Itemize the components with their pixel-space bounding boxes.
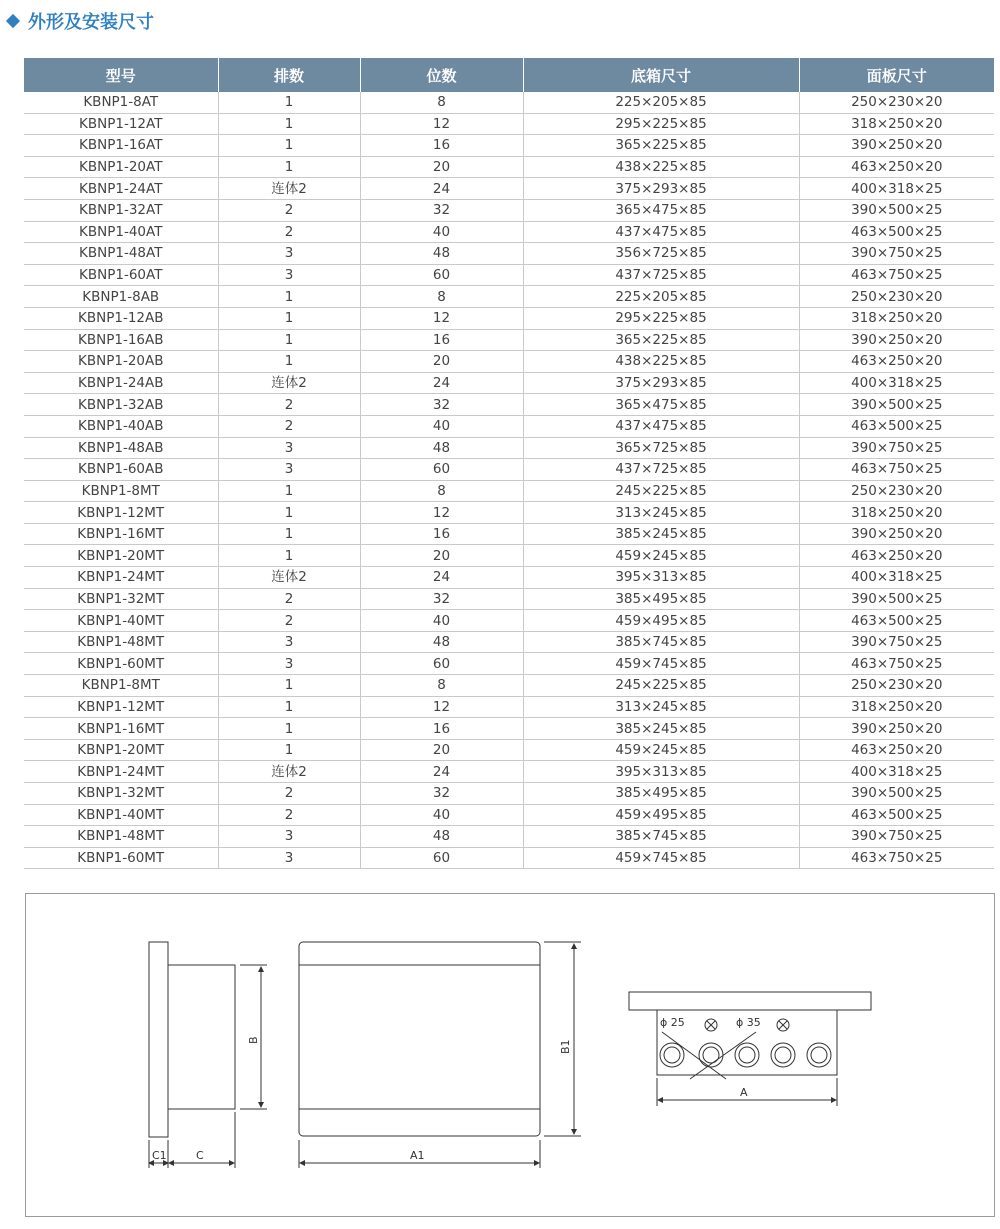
- front-panel-outline: [299, 942, 540, 1136]
- label-a1: A1: [410, 1149, 425, 1162]
- diamond-icon: [6, 14, 20, 28]
- cell-box-size: 385×245×85: [523, 523, 799, 545]
- table-row: [24, 372, 994, 394]
- cell-box-size: 438×225×85: [523, 156, 799, 178]
- label-c: C: [196, 1149, 204, 1162]
- cell-rows: 1: [218, 92, 360, 113]
- cell-box-size: 459×245×85: [523, 545, 799, 567]
- cell-panel-size: 390×750×25: [799, 437, 994, 459]
- table-row: [24, 631, 994, 653]
- table-row: [24, 394, 994, 416]
- cell-model: KBNP1-48AB: [24, 437, 218, 459]
- cell-positions: 16: [360, 718, 523, 740]
- cell-positions: 48: [360, 631, 523, 653]
- cell-box-size: 437×475×85: [523, 221, 799, 243]
- table-row: [24, 523, 994, 545]
- cell-rows: 1: [218, 502, 360, 524]
- cell-panel-size: 390×500×25: [799, 783, 994, 805]
- cell-box-size: 395×313×85: [523, 761, 799, 783]
- cell-rows: 1: [218, 545, 360, 567]
- cell-panel-size: 463×500×25: [799, 415, 994, 437]
- label-c1: C1: [152, 1149, 167, 1162]
- table-row: [24, 653, 994, 675]
- cell-panel-size: 390×750×25: [799, 631, 994, 653]
- cell-positions: 20: [360, 545, 523, 567]
- cell-box-size: 365×225×85: [523, 135, 799, 157]
- cell-positions: 16: [360, 329, 523, 351]
- cell-panel-size: 250×230×20: [799, 286, 994, 308]
- cell-model: KBNP1-12AT: [24, 113, 218, 135]
- cell-model: KBNP1-8MT: [24, 480, 218, 502]
- cell-panel-size: 390×750×25: [799, 243, 994, 265]
- cell-rows: 3: [218, 264, 360, 286]
- cell-positions: 48: [360, 826, 523, 848]
- cell-positions: 24: [360, 761, 523, 783]
- cell-panel-size: 250×230×20: [799, 92, 994, 113]
- cell-positions: 12: [360, 696, 523, 718]
- cell-model: KBNP1-32AB: [24, 394, 218, 416]
- cell-rows: 1: [218, 307, 360, 329]
- cell-rows: 1: [218, 135, 360, 157]
- table-row: [24, 243, 994, 265]
- cell-panel-size: 463×750×25: [799, 653, 994, 675]
- cell-rows: 1: [218, 675, 360, 697]
- side-view-drawing: [149, 942, 267, 1168]
- column-header-rows: 排数: [218, 58, 360, 92]
- cell-model: KBNP1-8AB: [24, 286, 218, 308]
- table-row: [24, 675, 994, 697]
- cell-box-size: 459×745×85: [523, 653, 799, 675]
- cell-positions: 16: [360, 135, 523, 157]
- cell-panel-size: 463×250×20: [799, 739, 994, 761]
- cell-rows: 1: [218, 156, 360, 178]
- cell-panel-size: 390×250×20: [799, 329, 994, 351]
- cell-box-size: 313×245×85: [523, 502, 799, 524]
- cell-box-size: 225×205×85: [523, 286, 799, 308]
- cell-model: KBNP1-24MT: [24, 761, 218, 783]
- cell-box-size: 295×225×85: [523, 307, 799, 329]
- cell-panel-size: 463×500×25: [799, 610, 994, 632]
- cell-panel-size: 390×250×20: [799, 523, 994, 545]
- cell-positions: 24: [360, 178, 523, 200]
- column-header-box-size: 底箱尺寸: [523, 58, 799, 92]
- cell-panel-size: 390×500×25: [799, 588, 994, 610]
- cell-positions: 32: [360, 199, 523, 221]
- cell-model: KBNP1-48MT: [24, 631, 218, 653]
- cell-panel-size: 463×250×20: [799, 156, 994, 178]
- cell-panel-size: 390×750×25: [799, 826, 994, 848]
- cell-model: KBNP1-40AB: [24, 415, 218, 437]
- cell-box-size: 365×725×85: [523, 437, 799, 459]
- cell-panel-size: 318×250×20: [799, 502, 994, 524]
- cell-rows: 3: [218, 653, 360, 675]
- label-b: B: [247, 1036, 260, 1044]
- cell-model: KBNP1-24AB: [24, 372, 218, 394]
- cell-rows: 1: [218, 286, 360, 308]
- cell-positions: 40: [360, 804, 523, 826]
- cell-positions: 16: [360, 523, 523, 545]
- table-row: [24, 696, 994, 718]
- table-row: [24, 135, 994, 157]
- cell-positions: 32: [360, 588, 523, 610]
- cell-positions: 8: [360, 92, 523, 113]
- cell-panel-size: 463×750×25: [799, 264, 994, 286]
- column-header-positions: 位数: [360, 58, 523, 92]
- table-row: [24, 502, 994, 524]
- cell-positions: 12: [360, 307, 523, 329]
- cell-panel-size: 400×318×25: [799, 567, 994, 589]
- cell-model: KBNP1-8AT: [24, 92, 218, 113]
- cell-rows: 2: [218, 610, 360, 632]
- table-row: [24, 113, 994, 135]
- cell-model: KBNP1-40MT: [24, 610, 218, 632]
- cell-model: KBNP1-24AT: [24, 178, 218, 200]
- cell-positions: 20: [360, 351, 523, 373]
- section-title: 外形及安装尺寸: [28, 12, 154, 33]
- side-box-outline: [168, 965, 235, 1109]
- top-view-drawing: [629, 992, 871, 1106]
- cell-model: KBNP1-16AB: [24, 329, 218, 351]
- cell-model: KBNP1-60AB: [24, 459, 218, 481]
- cell-model: KBNP1-48AT: [24, 243, 218, 265]
- cell-box-size: 375×293×85: [523, 372, 799, 394]
- section-heading: [4, 8, 154, 34]
- cell-box-size: 385×495×85: [523, 783, 799, 805]
- table-row: [24, 718, 994, 740]
- cell-panel-size: 390×500×25: [799, 394, 994, 416]
- cell-rows: 3: [218, 243, 360, 265]
- cell-box-size: 375×293×85: [523, 178, 799, 200]
- table-row: [24, 545, 994, 567]
- cell-rows: 连体2: [218, 567, 360, 589]
- cell-box-size: 438×225×85: [523, 351, 799, 373]
- cell-model: KBNP1-24MT: [24, 567, 218, 589]
- cell-box-size: 295×225×85: [523, 113, 799, 135]
- table-row: [24, 567, 994, 589]
- table-row: [24, 178, 994, 200]
- cell-positions: 8: [360, 286, 523, 308]
- cell-positions: 24: [360, 567, 523, 589]
- cell-box-size: 365×475×85: [523, 394, 799, 416]
- table-row: [24, 415, 994, 437]
- table-row: [24, 264, 994, 286]
- cell-panel-size: 318×250×20: [799, 307, 994, 329]
- cell-model: KBNP1-20MT: [24, 545, 218, 567]
- cell-positions: 20: [360, 739, 523, 761]
- table-row: [24, 221, 994, 243]
- table-row: [24, 761, 994, 783]
- cell-box-size: 313×245×85: [523, 696, 799, 718]
- cell-positions: 60: [360, 653, 523, 675]
- label-phi25: ϕ 25: [660, 1016, 685, 1029]
- cell-model: KBNP1-20AB: [24, 351, 218, 373]
- cell-panel-size: 390×250×20: [799, 718, 994, 740]
- cell-box-size: 437×475×85: [523, 415, 799, 437]
- cell-model: KBNP1-60MT: [24, 653, 218, 675]
- cell-rows: 1: [218, 480, 360, 502]
- cell-rows: 连体2: [218, 178, 360, 200]
- cell-model: KBNP1-48MT: [24, 826, 218, 848]
- cell-box-size: 365×225×85: [523, 329, 799, 351]
- cell-model: KBNP1-40AT: [24, 221, 218, 243]
- label-b1: B1: [559, 1039, 572, 1054]
- cell-panel-size: 318×250×20: [799, 696, 994, 718]
- cell-box-size: 365×475×85: [523, 199, 799, 221]
- cell-rows: 1: [218, 718, 360, 740]
- cell-positions: 40: [360, 610, 523, 632]
- cell-model: KBNP1-8MT: [24, 675, 218, 697]
- cell-box-size: 437×725×85: [523, 459, 799, 481]
- cell-box-size: 459×245×85: [523, 739, 799, 761]
- cell-positions: 12: [360, 113, 523, 135]
- cell-model: KBNP1-32MT: [24, 588, 218, 610]
- cell-box-size: 395×313×85: [523, 567, 799, 589]
- cell-box-size: 459×495×85: [523, 610, 799, 632]
- column-header-panel-size: 面板尺寸: [799, 58, 994, 92]
- cell-rows: 3: [218, 847, 360, 869]
- label-a: A: [740, 1086, 748, 1099]
- cell-positions: 40: [360, 415, 523, 437]
- cell-positions: 60: [360, 264, 523, 286]
- cell-rows: 2: [218, 415, 360, 437]
- cell-positions: 32: [360, 783, 523, 805]
- cell-panel-size: 318×250×20: [799, 113, 994, 135]
- cell-model: KBNP1-60AT: [24, 264, 218, 286]
- table-row: [24, 351, 994, 373]
- table-row: [24, 437, 994, 459]
- cell-panel-size: 250×230×20: [799, 480, 994, 502]
- cell-panel-size: 400×318×25: [799, 761, 994, 783]
- cell-rows: 1: [218, 329, 360, 351]
- column-header-model: 型号: [24, 58, 218, 92]
- cell-box-size: 356×725×85: [523, 243, 799, 265]
- cell-panel-size: 463×750×25: [799, 847, 994, 869]
- table-row: [24, 826, 994, 848]
- cell-panel-size: 463×750×25: [799, 459, 994, 481]
- cell-rows: 2: [218, 588, 360, 610]
- cell-positions: 12: [360, 502, 523, 524]
- cell-model: KBNP1-16AT: [24, 135, 218, 157]
- table-row: [24, 739, 994, 761]
- cell-box-size: 245×225×85: [523, 480, 799, 502]
- cell-model: KBNP1-12MT: [24, 696, 218, 718]
- table-row: [24, 804, 994, 826]
- cell-model: KBNP1-20AT: [24, 156, 218, 178]
- cell-rows: 2: [218, 783, 360, 805]
- table-row: [24, 199, 994, 221]
- spec-table: [24, 58, 994, 869]
- cell-rows: 1: [218, 523, 360, 545]
- cell-rows: 3: [218, 826, 360, 848]
- cell-rows: 连体2: [218, 761, 360, 783]
- cell-model: KBNP1-16MT: [24, 718, 218, 740]
- cell-positions: 8: [360, 480, 523, 502]
- table-body: [24, 92, 994, 869]
- label-phi35: ϕ 35: [736, 1016, 761, 1029]
- cell-box-size: 385×745×85: [523, 631, 799, 653]
- cell-positions: 24: [360, 372, 523, 394]
- cell-model: KBNP1-32MT: [24, 783, 218, 805]
- cell-rows: 1: [218, 739, 360, 761]
- side-panel-outline: [149, 942, 168, 1137]
- cell-model: KBNP1-12AB: [24, 307, 218, 329]
- table-row: [24, 847, 994, 869]
- table-row: [24, 329, 994, 351]
- cell-rows: 2: [218, 199, 360, 221]
- front-view-drawing: [299, 942, 581, 1168]
- cell-positions: 60: [360, 847, 523, 869]
- cell-box-size: 437×725×85: [523, 264, 799, 286]
- cell-positions: 48: [360, 243, 523, 265]
- cell-positions: 20: [360, 156, 523, 178]
- cell-box-size: 459×495×85: [523, 804, 799, 826]
- table-row: [24, 588, 994, 610]
- cell-panel-size: 400×318×25: [799, 372, 994, 394]
- table-row: [24, 307, 994, 329]
- table-row: [24, 480, 994, 502]
- cell-model: KBNP1-60MT: [24, 847, 218, 869]
- table-row: [24, 783, 994, 805]
- table-row: [24, 610, 994, 632]
- cell-panel-size: 390×500×25: [799, 199, 994, 221]
- cell-rows: 1: [218, 351, 360, 373]
- cell-rows: 连体2: [218, 372, 360, 394]
- cell-box-size: 459×745×85: [523, 847, 799, 869]
- cell-rows: 3: [218, 631, 360, 653]
- cell-box-size: 385×245×85: [523, 718, 799, 740]
- cell-box-size: 245×225×85: [523, 675, 799, 697]
- cell-positions: 60: [360, 459, 523, 481]
- table-row: [24, 92, 994, 113]
- cell-rows: 1: [218, 113, 360, 135]
- cell-rows: 2: [218, 221, 360, 243]
- cell-model: KBNP1-40MT: [24, 804, 218, 826]
- cell-box-size: 225×205×85: [523, 92, 799, 113]
- cell-panel-size: 463×500×25: [799, 221, 994, 243]
- top-panel-outline: [629, 992, 871, 1010]
- cell-panel-size: 390×250×20: [799, 135, 994, 157]
- cell-model: KBNP1-32AT: [24, 199, 218, 221]
- cell-positions: 8: [360, 675, 523, 697]
- cell-rows: 1: [218, 696, 360, 718]
- cell-positions: 32: [360, 394, 523, 416]
- cell-box-size: 385×745×85: [523, 826, 799, 848]
- cell-panel-size: 400×318×25: [799, 178, 994, 200]
- cell-rows: 2: [218, 804, 360, 826]
- dimension-drawings: [26, 894, 994, 1216]
- cell-positions: 40: [360, 221, 523, 243]
- table-row: [24, 286, 994, 308]
- cell-model: KBNP1-12MT: [24, 502, 218, 524]
- table-row: [24, 156, 994, 178]
- cell-box-size: 385×495×85: [523, 588, 799, 610]
- cell-panel-size: 463×250×20: [799, 351, 994, 373]
- cell-panel-size: 463×250×20: [799, 545, 994, 567]
- cell-model: KBNP1-20MT: [24, 739, 218, 761]
- table-row: [24, 459, 994, 481]
- cell-rows: 2: [218, 394, 360, 416]
- cell-positions: 48: [360, 437, 523, 459]
- cell-rows: 3: [218, 437, 360, 459]
- cell-model: KBNP1-16MT: [24, 523, 218, 545]
- cell-rows: 3: [218, 459, 360, 481]
- cell-panel-size: 463×500×25: [799, 804, 994, 826]
- dimension-diagram: [25, 893, 995, 1217]
- cell-panel-size: 250×230×20: [799, 675, 994, 697]
- table-header-row: [24, 58, 994, 92]
